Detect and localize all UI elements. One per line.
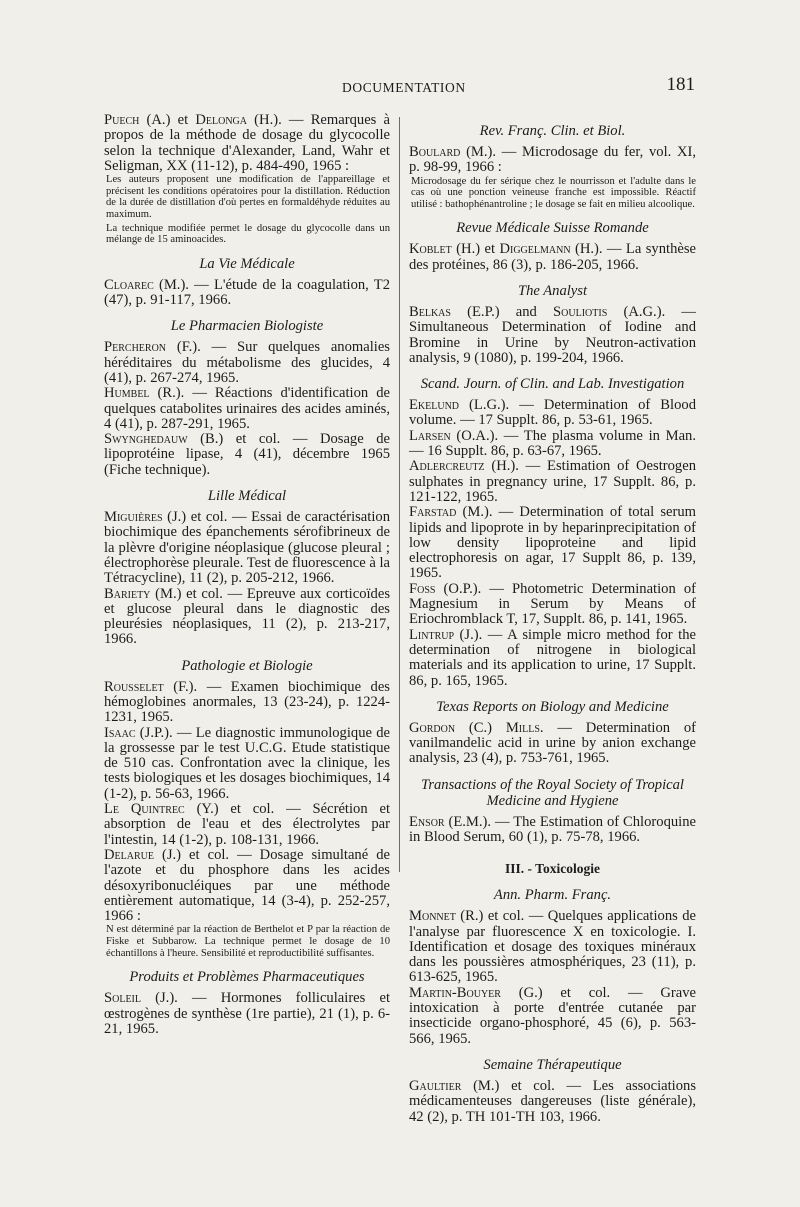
bibliography-entry	[409, 628, 696, 689]
journal-heading: Texas Reports on Biology and Medicine	[436, 698, 669, 715]
citation-text: (J.). — Hormones folliculaires et œstrogènes de synthèse (1re partie), 21 (1), p. 6-21, 1965.	[104, 990, 390, 1037]
bibliography-entry	[409, 459, 696, 505]
author-name: Gaultier	[409, 1077, 462, 1094]
citation-text: (E.P.) and	[450, 303, 554, 320]
citation-text: (C.)	[455, 719, 506, 736]
bibliography-entry	[409, 305, 696, 366]
abstract-note: La technique modifiée permet le dosage du glycocolle dans un mélange de 15 aminoacides.	[106, 222, 390, 246]
author-name: Adlercreutz	[409, 458, 485, 475]
journal-heading: Produits et Problèmes Pharmaceutiques	[129, 969, 365, 986]
bibliography-entry	[104, 510, 390, 586]
citation-text: (G.) et col. — Grave intoxication à porte d'entrée cutanée par insecticide organo-phosphoré, 45 (6), p. 563-566, 1965.	[409, 984, 696, 1047]
journal-heading: Pathologie et Biologie	[181, 657, 313, 674]
page-header	[0, 76, 800, 100]
author-name: Monnet	[409, 908, 456, 925]
author-name: Foss	[409, 580, 436, 597]
author-name: Larsen	[409, 427, 451, 444]
left-column	[104, 113, 390, 1037]
bibliography-entry	[104, 680, 390, 726]
abstract-note: Les auteurs proposent une modification de l'appareillage et précisent les conditions opératoires pour la distillation. Réduction de la durée de distillation d'où pertes en formaldéhyde réduites au maximum.	[106, 174, 390, 220]
author-name: Puech	[104, 112, 140, 128]
author-name: Percheron	[104, 339, 167, 356]
bibliography-entry	[104, 278, 390, 309]
bibliography-entry	[104, 587, 390, 648]
citation-text: (Y.) et col. — Sécrétion et absorption de l'eau et des électrolytes par l'intestin, 14 (1-2), p. 108-131, 1966.	[104, 801, 390, 848]
citation-text: (H.). — Estimation of Oestrogen sulphates in pregnancy urine, 17 Supplt. 86, p. 121-122, 1965.	[409, 458, 696, 505]
bibliography-entry	[409, 1079, 696, 1125]
bibliography-entry	[104, 386, 390, 432]
citation-text: . — Determination of vanilmandelic acid in urine by anion exchange analysis, 23 (4), p. 753-761, 1965.	[409, 719, 696, 767]
section-heading: III. - Toxicologie	[505, 861, 600, 877]
author-name: Koblet	[409, 241, 452, 258]
bibliography-entry	[104, 848, 390, 924]
bibliography-entry	[409, 582, 696, 628]
author-name: Rousselet	[104, 678, 164, 695]
bibliography-entry	[409, 242, 696, 273]
citation-text: (H.). — La synthèse des protéines, 86 (3), p. 186-205, 1966.	[409, 241, 696, 273]
bibliography-entry	[104, 432, 390, 478]
bibliography-entry	[104, 802, 390, 848]
bibliography-entry	[104, 113, 390, 174]
citation-text: (M.). — L'étude de la coagulation, T2 (47), p. 91-117, 1966.	[104, 276, 390, 309]
author-name: Swynghedauw	[104, 431, 188, 448]
journal-heading: The Analyst	[517, 282, 588, 299]
bibliography-entry	[409, 721, 696, 767]
journal-heading: Lille Médical	[207, 488, 287, 505]
citation-text: (H.) et	[451, 241, 500, 258]
bibliography-entry	[409, 986, 696, 1047]
citation-text: (J.). — A simple micro method for the determination of nitrogene in biological materials and its application to urine, 17 Supplt. 86, p. 165, 1965.	[409, 626, 696, 689]
column-divider	[399, 117, 400, 872]
page-number: 181	[666, 74, 695, 95]
journal-heading: Semaine Thérapeutique	[483, 1056, 622, 1073]
author-name: Isaac	[104, 724, 136, 741]
bibliography-entry	[409, 429, 696, 460]
author-name: Soleil	[104, 990, 141, 1007]
citation-text: (L.G.). — Determination of Blood volume. — 17 Supplt. 86, p. 53-61, 1965.	[409, 397, 696, 429]
bibliography-entry	[409, 909, 696, 985]
citation-text: (R.) et col. — Quelques applications de l'analyse par fluorescence X en toxicologie. I. Identification et dosage des toxiques minéraux dans les poussières atmosphériques, 23 (11), p. 613-625, 1965.	[409, 908, 696, 986]
citation-text: (J.) et col. — Essai de caractérisation biochimique des épanchements sérofibrineux de la plèvre d'origine néoplasique (glucose pleural ; électrophorèse pleurale. Test de fluorescence à la Tétracycline), 11 (2), p. 205-212, 1966.	[104, 509, 390, 587]
citation-text: (E.M.). — The Estimation of Chloroquine in Blood Serum, 60 (1), p. 75-78, 1966.	[409, 813, 696, 845]
author-name: Souliotis	[553, 303, 608, 320]
bibliography-entry	[104, 726, 390, 802]
author-name: Martin-Bouyer	[409, 984, 501, 1001]
author-name: Delarue	[104, 846, 154, 863]
citation-text: (O.P.). — Photometric Determination of Magnesium in Serum by Means of Eriochromblack T, 17, Supplt. 86, p. 141, 1965.	[409, 580, 696, 628]
journal-heading: Revue Médicale Suisse Romande	[456, 220, 649, 237]
citation-text: (O.A.). — The plasma volume in Man. — 16 Supplt. 86, p. 63-67, 1965.	[409, 427, 696, 460]
author-name: Mills	[505, 719, 540, 736]
journal-heading: Transactions of the Royal Society of Tropical Medicine and Hygiene	[421, 776, 684, 809]
author-name: Farstad	[409, 504, 457, 521]
citation-text: (M.) et col. — Epreuve aux corticoïdes et glucose pleural dans le diagnostic des pleurésies néoplasiques, 11 (2), p. 213-217, 1966.	[104, 585, 390, 648]
bibliography-entry	[409, 398, 696, 429]
author-name: Le Quintrec	[104, 801, 185, 818]
author-name: Humbel	[104, 385, 150, 402]
journal-heading: Le Pharmacien Biologiste	[170, 318, 324, 335]
author-name: Lintrup	[409, 626, 455, 643]
citation-text: (A.) et	[139, 112, 196, 128]
author-name: Bariety	[104, 585, 151, 602]
citation-text: (J.) et col. — Dosage simultané de l'azote et du phosphore dans les acides désoxyribonucléiques par une méthode entièrement automatique, 14 (3-4), p. 252-257, 1966 :	[104, 846, 390, 925]
author-name: Belkas	[409, 303, 451, 320]
author-name: Delonga	[195, 112, 247, 128]
citation-text: (M.) et col. — Les associations médicamenteuses dangereuses (liste générale), 42 (2), p. TH 101-TH 103, 1966.	[409, 1077, 696, 1125]
citation-text: (F.). — Examen biochimique des hémoglobines anormales, 13 (23-24), p. 1224-1231, 1965.	[104, 678, 390, 726]
citation-text: (M.). — Microdosage du fer, vol. XI, p. 98-99, 1966 :	[409, 144, 696, 176]
author-name: Diggelmann	[499, 241, 571, 258]
bibliography-entry	[409, 505, 696, 581]
author-name: Ekelund	[409, 397, 460, 414]
bibliography-entry	[409, 815, 696, 846]
citation-text: (R.). — Réactions d'identification de quelques catabolites urinaires des acides aminés, 4 (41), p. 287-291, 1965.	[104, 385, 390, 432]
author-name: Cloarec	[104, 276, 154, 293]
running-title: DOCUMENTATION	[342, 80, 466, 95]
right-column	[409, 113, 696, 1125]
citation-text: (B.) et col. — Dosage de lipoprotéine lipase, 4 (41), décembre 1965 (Fiche technique).	[104, 431, 390, 478]
author-name: Ensor	[409, 813, 445, 830]
abstract-note: Microdosage du fer sérique chez le nourrisson et l'adulte dans le cas où une ponction veineuse franche est impossible. Réactif utilisé : bathophénantroline ; le dosage se fait en milieu alcoolique.	[411, 175, 696, 210]
journal-heading: Ann. Pharm. Franç.	[493, 887, 612, 904]
author-name: Gordon	[409, 719, 456, 736]
citation-text: (A.G.). — Simultaneous Determination of Iodine and Bromine in Urine by Neutron-activation analysis, 9 (1080), p. 199-204, 1966.	[409, 303, 696, 366]
citation-text: (M.). — Determination of total serum lipids and lipoprote in by heparinprecipitation of low density lipoproteine and lipid electrophoresis on agar, 17 Supplt 86, p. 139, 1965.	[409, 504, 696, 582]
abstract-note: N est déterminé par la réaction de Berthelot et P par la réaction de Fiske et Subbarow. La technique permet le dosage de 10 échantillons à l'heure. Sensibilité et reproductibilité suffisantes.	[106, 924, 390, 959]
citation-text: (H.). — Remarques à propos de la méthode de dosage du glycocolle selon la technique d'Alexander, Land, Wahr et Seligman, XX (11-12), p. 484-490, 1965 :	[104, 112, 391, 174]
bibliography-entry	[104, 991, 390, 1037]
journal-heading: Rev. Franç. Clin. et Biol.	[479, 123, 626, 139]
citation-text: (F.). — Sur quelques anomalies héréditaires du métabolisme des glucides, 4 (41), p. 267-274, 1965.	[104, 339, 390, 386]
citation-text: (J.P.). — Le diagnostic immunologique de la grossesse par le test U.C.G. Etude statistique de 510 cas. Confrontation avec la clinique, les tests biologiques et les dosages biochimiques, 14 (1-2), p. 56-63, 1966.	[104, 724, 390, 802]
bibliography-entry	[104, 340, 390, 386]
author-name: Miguières	[104, 509, 163, 526]
bibliography-entry	[409, 145, 696, 176]
journal-heading: Scand. Journ. of Clin. and Lab. Investigation	[420, 376, 685, 393]
journal-heading: La Vie Médicale	[199, 255, 295, 272]
author-name: Boulard	[409, 144, 461, 160]
